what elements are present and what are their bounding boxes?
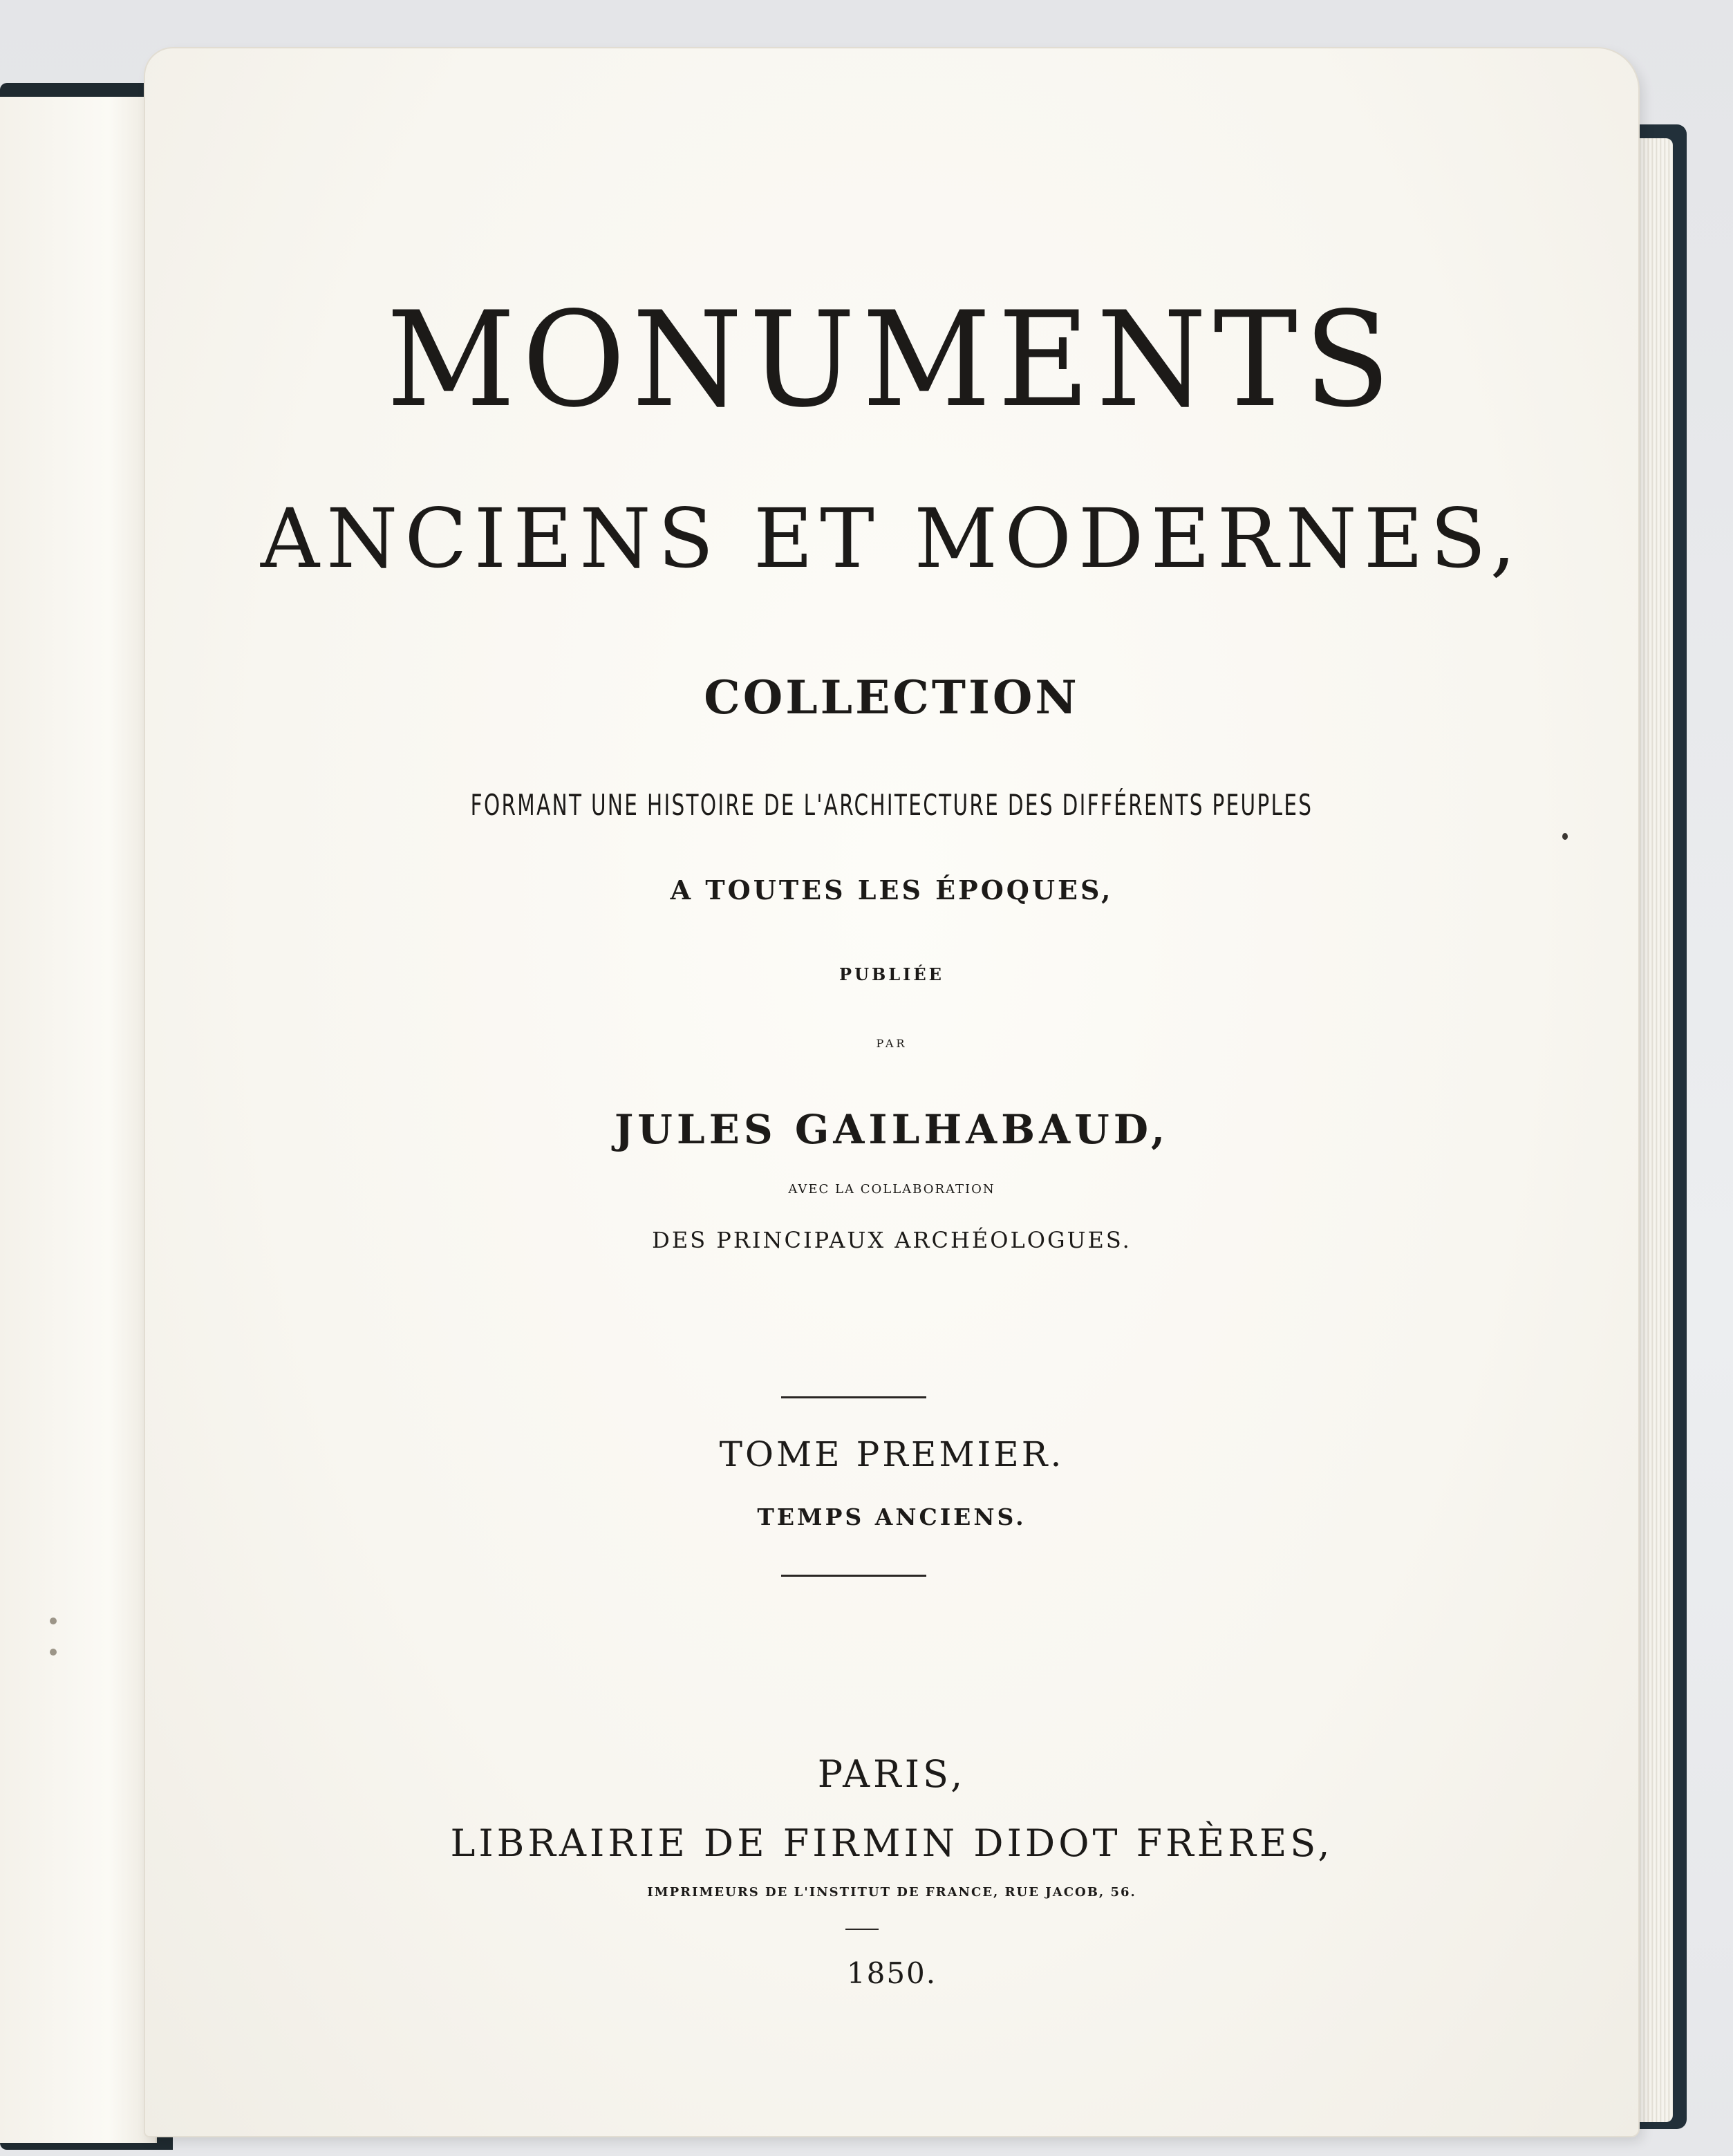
volume-subtitle: TEMPS ANCIENS. (757, 1503, 1027, 1530)
imprint-address: IMPRIMEURS DE L'INSTITUT DE FRANCE, RUE JACOB, 56. (647, 1885, 1136, 1900)
publiee-line: PUBLIÉE (839, 964, 944, 984)
epoques-line: A TOUTES LES ÉPOQUES, (670, 874, 1114, 906)
divider-rule (781, 1575, 926, 1577)
archeologues-line: DES PRINCIPAUX ARCHÉOLOGUES. (652, 1227, 1132, 1253)
imprint-city: PARIS, (817, 1752, 966, 1796)
collaboration-line: AVEC LA COLLABORATION (788, 1182, 995, 1197)
par-line: PAR (876, 1037, 908, 1050)
title-page (145, 48, 1638, 2136)
collection-heading: COLLECTION (704, 671, 1080, 724)
binding-hole (50, 1618, 57, 1624)
volume-number: TOME PREMIER. (719, 1434, 1065, 1474)
left-page (0, 97, 157, 2143)
binding-hole (50, 1649, 57, 1656)
ink-speck (1562, 833, 1568, 840)
book-subtitle: ANCIENS ET MODERNES, (260, 491, 1524, 586)
imprint-publisher: LIBRAIRIE DE FIRMIN DIDOT FRÈRES, (450, 1821, 1333, 1865)
short-divider-rule (845, 1929, 879, 1930)
divider-rule (781, 1396, 926, 1398)
book-title: MONUMENTS (386, 283, 1398, 436)
imprint-year: 1850. (846, 1956, 937, 1990)
collection-description: FORMANT UNE HISTOIRE DE L'ARCHITECTURE DES DIFFÉRENTS PEUPLES (470, 788, 1313, 822)
title-page-content (145, 48, 1638, 2136)
author-name: JULES GAILHABAUD, (614, 1106, 1170, 1153)
